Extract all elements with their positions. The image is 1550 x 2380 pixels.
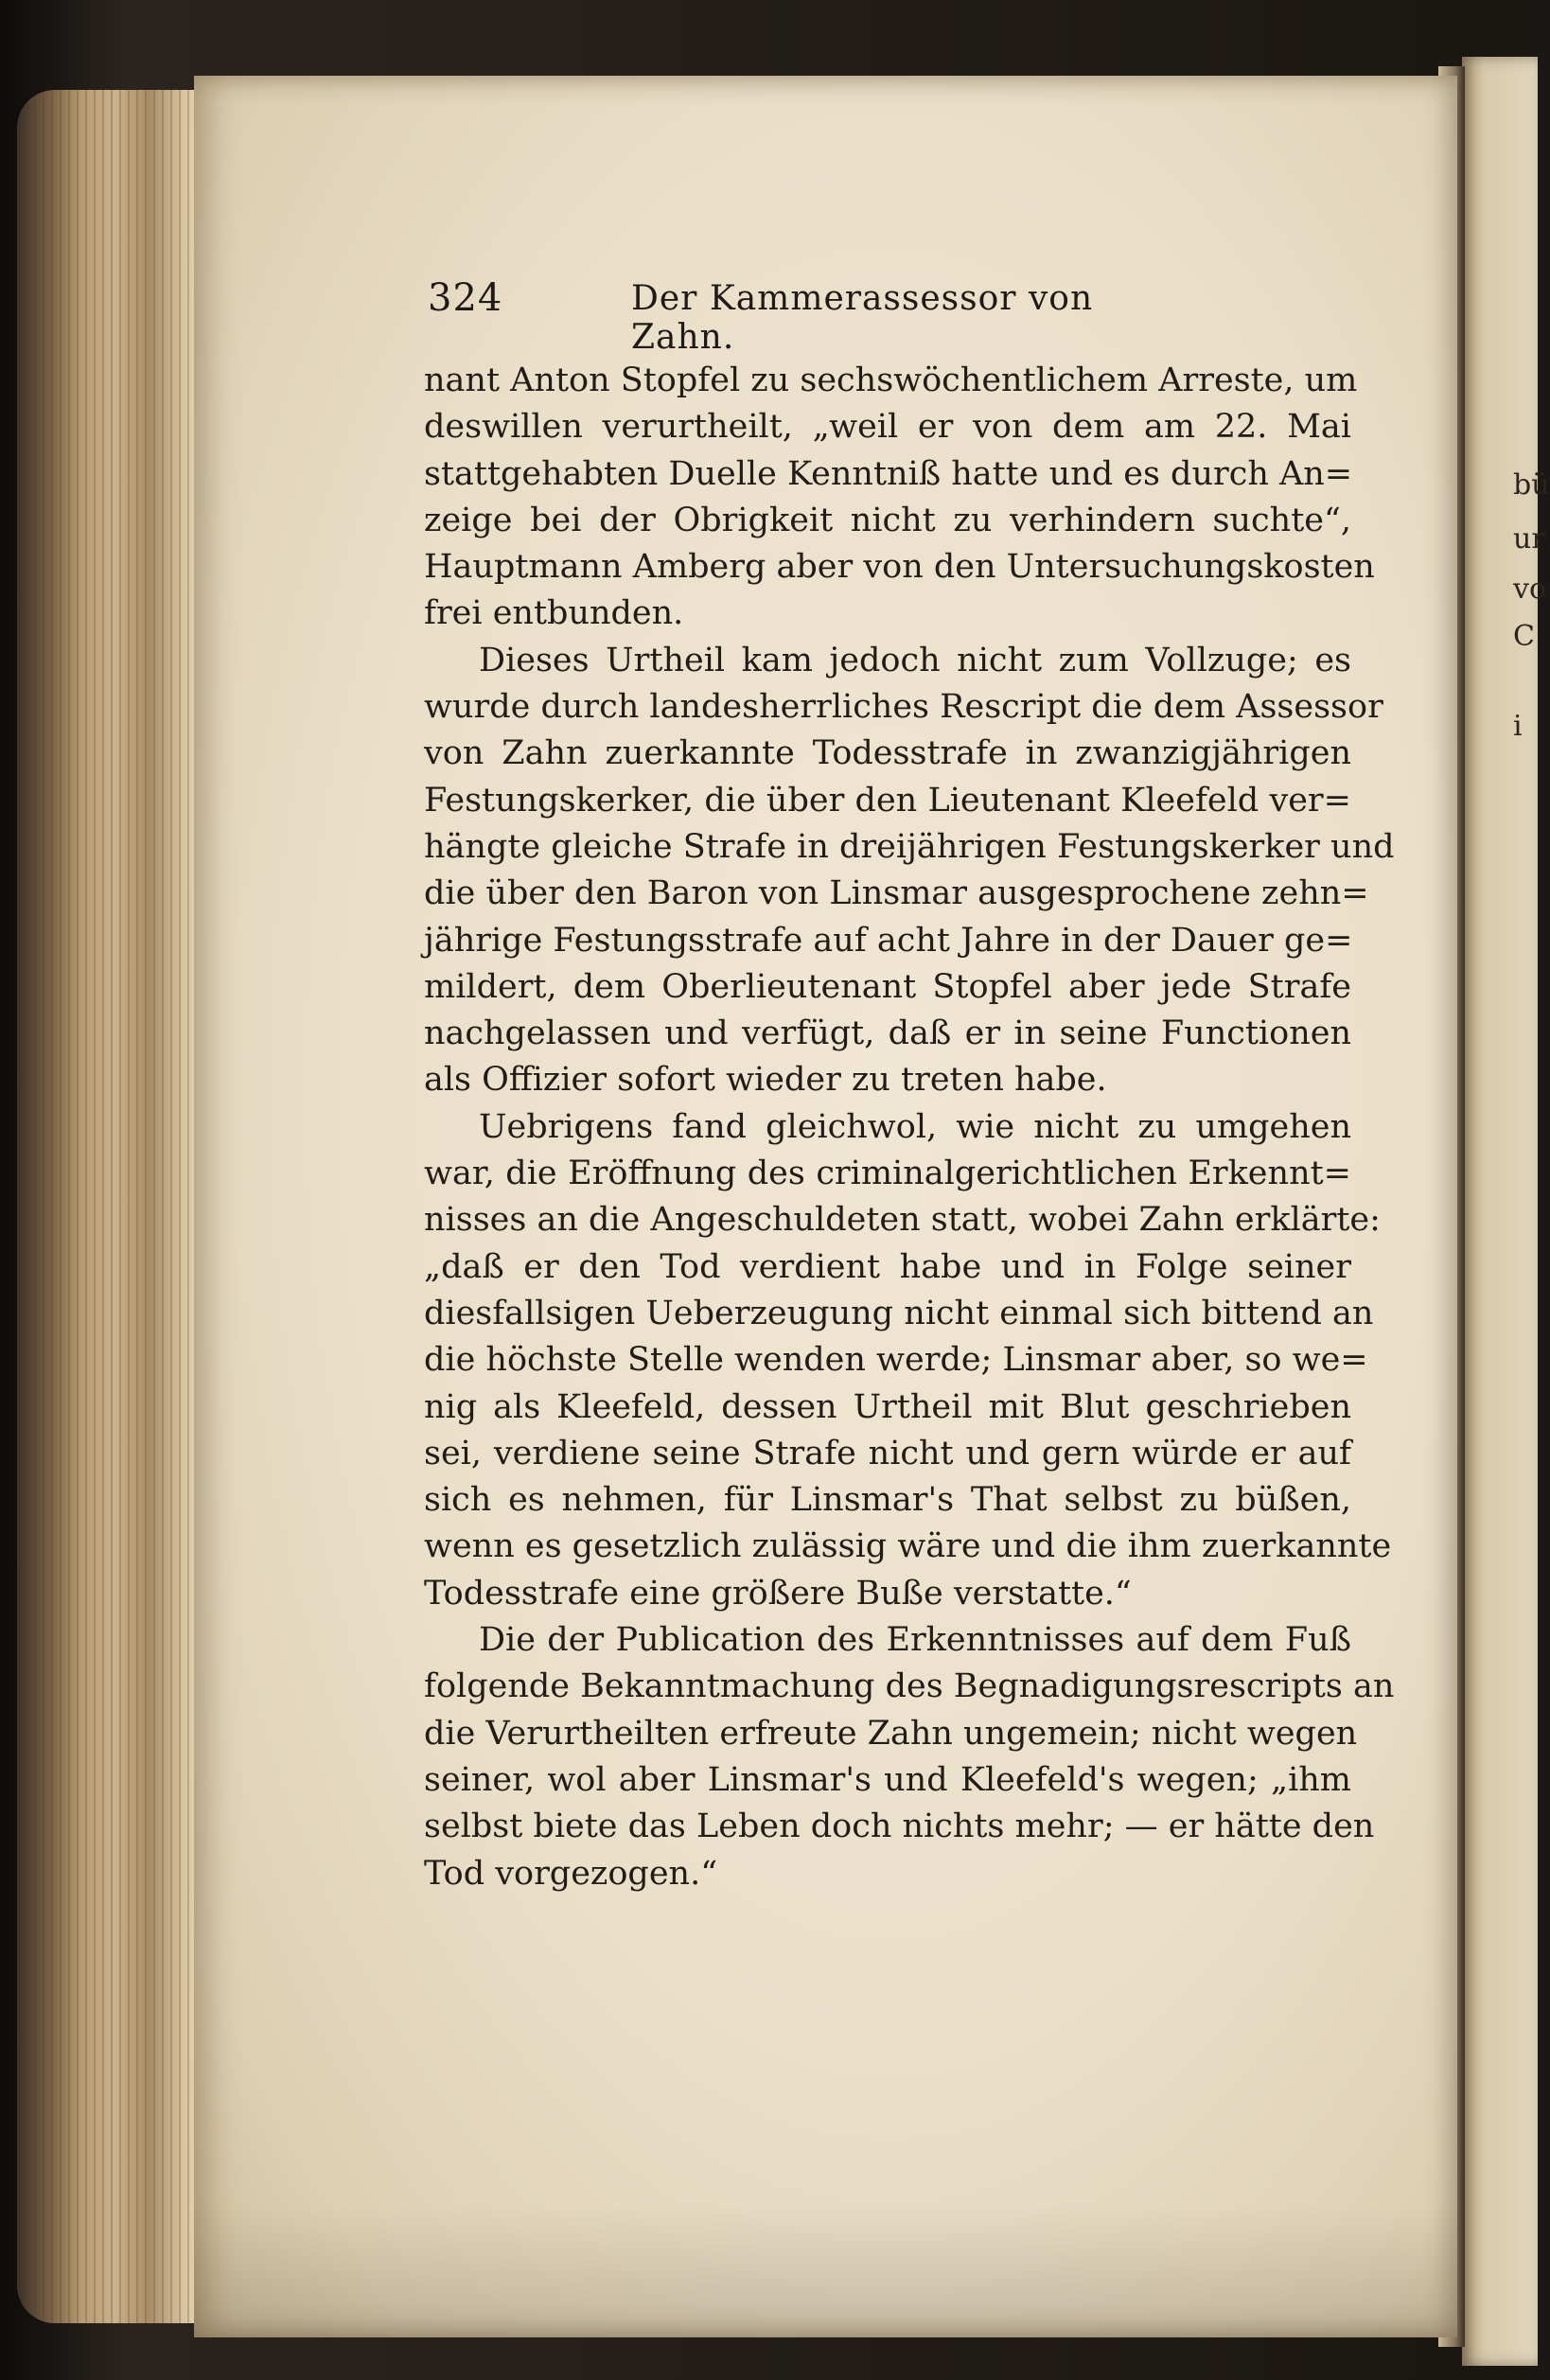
body-text xyxy=(424,358,1395,1897)
text-line: Festungskerker, die über den Lieutenant Kleefeld ver= xyxy=(424,781,1351,820)
text-line: die Verurtheilten erfreute Zahn ungemein; nicht wegen xyxy=(424,1714,1358,1753)
text-line: sich es nehmen, für Linsmar's That selbst zu büßen, xyxy=(424,1481,1351,1520)
text-line: folgende Bekanntmachung des Begnadigungsrescripts an xyxy=(424,1667,1395,1706)
next-page-fragment: bü xyxy=(1513,468,1550,502)
text-line: Dieses Urtheil kam jedoch nicht zum Vollzuge; es xyxy=(479,641,1351,679)
text-line: Tod vorgezogen.“ xyxy=(424,1854,718,1893)
page-shade xyxy=(194,2205,1457,2337)
text-line: von Zahn zuerkannte Todesstrafe in zwanzigjährigen xyxy=(424,734,1351,773)
running-head xyxy=(428,276,1145,357)
running-head-title: Der Kammerassessor von Zahn. xyxy=(631,279,1094,357)
text-line: nant Anton Stopfel zu sechswöchentlichem Arreste, um xyxy=(424,361,1358,399)
text-line: wenn es gesetzlich zulässig wäre und die ihm zuerkannte xyxy=(424,1527,1392,1566)
next-page-fragment: i xyxy=(1513,710,1523,743)
text-line: die über den Baron von Linsmar ausgesprochene zehn= xyxy=(424,874,1369,913)
page-stack-edge xyxy=(17,90,206,2323)
text-line: „daß er den Tod verdient habe und in Folge seiner xyxy=(424,1247,1351,1286)
text-line: sei, verdiene seine Strafe nicht und gern würde er auf xyxy=(424,1434,1351,1472)
next-page-fragment: vo xyxy=(1513,573,1547,606)
text-line: Todesstrafe eine größere Buße verstatte.“ xyxy=(424,1574,1132,1613)
next-page-fragment: C xyxy=(1513,620,1535,653)
text-line: diesfallsigen Ueberzeugung nicht einmal sich bittend an xyxy=(424,1294,1374,1332)
text-line: nachgelassen und verfügt, daß er in seine Functionen xyxy=(424,1014,1351,1053)
text-line: wurde durch landesherrliches Rescript die dem Assessor xyxy=(424,688,1383,727)
text-line: zeige bei der Obrigkeit nicht zu verhindern suchte“, xyxy=(424,501,1351,539)
text-line: war, die Eröffnung des criminalgerichtlichen Erkennt= xyxy=(424,1155,1351,1193)
text-line: nig als Kleefeld, dessen Urtheil mit Blut geschrieben xyxy=(424,1387,1351,1426)
text-line: nisses an die Angeschuldeten statt, wobei Zahn erklärte: xyxy=(424,1201,1381,1240)
text-line: seiner, wol aber Linsmar's und Kleefeld's wegen; „ihm xyxy=(424,1760,1351,1799)
next-page-fragment: ur xyxy=(1513,522,1545,555)
text-line: die höchste Stelle wenden werde; Linsmar aber, so we= xyxy=(424,1341,1368,1380)
text-line: hängte gleiche Strafe in dreijährigen Festungskerker und xyxy=(424,827,1395,866)
text-line: mildert, dem Oberlieutenant Stopfel aber jede Strafe xyxy=(424,967,1351,1006)
text-line: Die der Publication des Erkenntnisses auf dem Fuß xyxy=(479,1621,1351,1660)
text-line: stattgehabten Duelle Kenntniß hatte und es durch An= xyxy=(424,454,1353,493)
text-line: jährige Festungsstrafe auf acht Jahre in der Dauer ge= xyxy=(424,921,1353,960)
text-line: Uebrigens fand gleichwol, wie nicht zu umgehen xyxy=(479,1107,1351,1146)
text-line: frei entbunden. xyxy=(424,594,684,633)
text-line: als Offizier sofort wieder zu treten habe. xyxy=(424,1061,1107,1100)
text-line: Hauptmann Amberg aber von den Untersuchungskosten xyxy=(424,548,1375,587)
text-line: selbst biete das Leben doch nichts mehr; — er hätte den xyxy=(424,1807,1375,1846)
text-line: deswillen verurtheilt, „weil er von dem am 22. Mai xyxy=(424,408,1351,447)
next-page-sliver xyxy=(1462,57,1550,2366)
page-number: 324 xyxy=(428,276,503,320)
